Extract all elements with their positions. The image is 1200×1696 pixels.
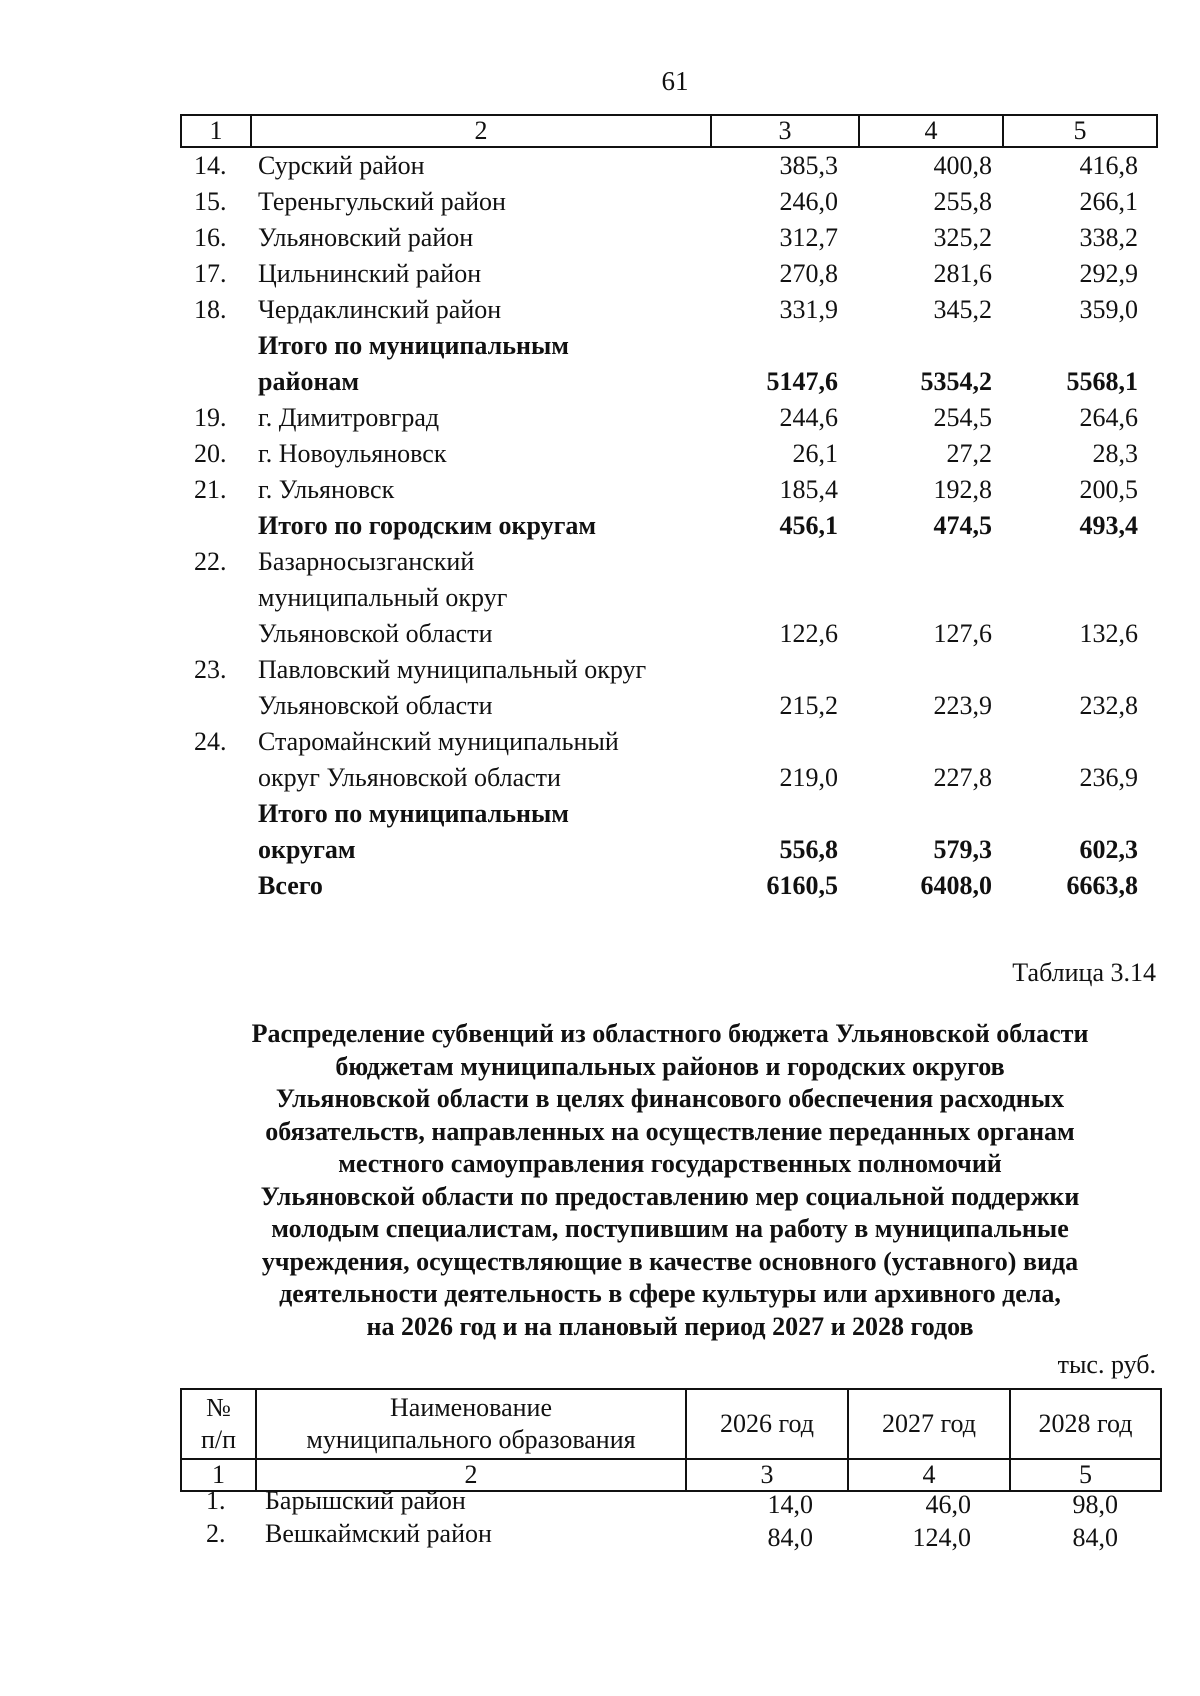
- row-value-2026: 84,0: [767, 1523, 813, 1552]
- row-value-2026: 556,8: [779, 835, 838, 864]
- row-value-2028: 338,2: [1079, 223, 1138, 252]
- row-name-line: Павловский муниципальный округ: [258, 655, 647, 684]
- units-label: тыс. руб.: [1057, 1350, 1156, 1379]
- row-number: 2.: [206, 1519, 226, 1548]
- row-value-2028: 200,5: [1079, 475, 1138, 504]
- row-name: [250, 184, 710, 220]
- total-row: [180, 868, 1158, 904]
- row-value-2027: 27,2: [946, 439, 992, 468]
- row-value-2026: 456,1: [779, 511, 838, 540]
- row-name-line: Ульяновской области: [258, 691, 493, 720]
- table-row: [180, 148, 1158, 184]
- header-number-line2: п/п: [200, 1425, 237, 1454]
- table1-body: [180, 148, 1158, 904]
- row-value-2027: 227,8: [933, 763, 992, 792]
- row-value-2026: 270,8: [779, 259, 838, 288]
- row-value-2028: 493,4: [1079, 511, 1138, 540]
- row-name: [250, 436, 710, 472]
- row-value-2028: 264,6: [1079, 403, 1138, 432]
- row-value-2026: 26,1: [792, 439, 838, 468]
- row-value-2027: 6408,0: [920, 871, 992, 900]
- row-name-line: Ульяновской области: [258, 619, 493, 648]
- header-year-2027: 2027 год: [849, 1390, 1011, 1458]
- row-number: 24.: [194, 727, 227, 756]
- row-name: [250, 220, 710, 256]
- table-row: [180, 652, 1158, 724]
- row-name-line: Старомайнский муниципальный: [258, 727, 619, 756]
- table1-header-col5: 5: [1073, 116, 1087, 145]
- row-name: Вешкаймский район: [265, 1519, 492, 1548]
- index-cell: 4: [849, 1460, 1011, 1490]
- subtotal-row: [180, 328, 1158, 400]
- header-number-line1: №: [206, 1393, 231, 1422]
- row-number: 15.: [194, 187, 227, 216]
- row-value-2028: 236,9: [1079, 763, 1138, 792]
- row-value-2027: 400,8: [933, 151, 992, 180]
- row-number: 20.: [194, 439, 227, 468]
- row-value-2027: 255,8: [933, 187, 992, 216]
- table-row: [180, 436, 1158, 472]
- table2-body: [180, 1488, 1162, 1554]
- row-name: [250, 724, 710, 796]
- row-number: 23.: [194, 655, 227, 684]
- header-number-cell: [182, 1390, 257, 1458]
- table1-header-col1: 1: [182, 116, 252, 146]
- title-line: Ульяновской области по предоставлению мер социальной поддержки: [260, 1181, 1080, 1211]
- row-name-line: г. Димитровград: [258, 403, 440, 432]
- table-row: [180, 1521, 1162, 1554]
- row-value-2026: 312,7: [779, 223, 838, 252]
- table-row: [180, 472, 1158, 508]
- index-cell: 5: [1079, 1460, 1092, 1489]
- row-value-2026: 122,6: [779, 619, 838, 648]
- table-row: [180, 544, 1158, 652]
- row-value-2027: 474,5: [933, 511, 992, 540]
- row-name: [250, 652, 710, 724]
- row-value-2027: 192,8: [933, 475, 992, 504]
- row-name: [250, 472, 710, 508]
- row-number: 21.: [194, 475, 227, 504]
- row-name-line: Сурский район: [258, 151, 425, 180]
- row-value-2027: 46,0: [925, 1490, 971, 1519]
- row-number: 17.: [194, 259, 227, 288]
- table1-header-col4: 4: [860, 116, 1004, 146]
- row-value-2028: 232,8: [1079, 691, 1138, 720]
- table1-header-col3: 3: [712, 116, 860, 146]
- row-name-line: районам: [258, 367, 360, 396]
- row-value-2028: 28,3: [1092, 439, 1138, 468]
- row-name: [250, 796, 710, 868]
- row-value-2028: 416,8: [1079, 151, 1138, 180]
- row-value-2027: 124,0: [912, 1523, 971, 1552]
- row-name: [250, 868, 710, 904]
- title-line: обязательств, направленных на осуществление переданных органам: [265, 1116, 1075, 1146]
- row-name-line: округ Ульяновской области: [258, 763, 561, 792]
- row-name-line: г. Ульяновск: [258, 475, 395, 504]
- row-value-2028: 359,0: [1079, 295, 1138, 324]
- row-name-line: Итого по городским округам: [258, 511, 597, 540]
- row-name: [250, 148, 710, 184]
- header-name-line1: Наименование: [390, 1393, 552, 1422]
- row-value-2028: 6663,8: [1066, 871, 1138, 900]
- row-name-line: Итого по муниципальным: [258, 331, 569, 360]
- row-name: Барышский район: [265, 1486, 466, 1515]
- table1-header-col2: 2: [252, 116, 712, 146]
- page-number: 61: [661, 66, 689, 96]
- row-value-2028: 266,1: [1079, 187, 1138, 216]
- table-label: Таблица 3.14: [1012, 958, 1156, 987]
- row-value-2027: 345,2: [933, 295, 992, 324]
- row-name: [250, 292, 710, 328]
- row-value-2026: 244,6: [779, 403, 838, 432]
- row-value-2028: 5568,1: [1066, 367, 1138, 396]
- row-number: 22.: [194, 547, 227, 576]
- row-name-line: г. Новоульяновск: [258, 439, 447, 468]
- row-value-2026: 185,4: [779, 475, 838, 504]
- row-value-2028: 602,3: [1079, 835, 1138, 864]
- row-value-2027: 5354,2: [920, 367, 992, 396]
- row-number: 1.: [206, 1486, 226, 1515]
- header-name-cell: [257, 1390, 687, 1458]
- row-name: [250, 508, 710, 544]
- title-line: учреждения, осуществляющие в качестве основного (уставного) вида: [261, 1246, 1079, 1276]
- title-line: молодым специалистам, поступившим на работу в муниципальные: [271, 1214, 1069, 1243]
- row-number: [180, 508, 250, 544]
- row-name-line: Ульяновский район: [258, 223, 474, 252]
- document-title: [190, 1018, 1150, 1343]
- row-value-2028: 98,0: [1072, 1490, 1118, 1519]
- row-value-2026: 219,0: [779, 763, 838, 792]
- index-cell: 2: [257, 1460, 687, 1490]
- table-row: [180, 400, 1158, 436]
- table2-header-row: [182, 1390, 1160, 1460]
- row-name-line: муниципальный округ: [258, 583, 508, 612]
- row-name-line: округам: [258, 835, 356, 864]
- row-value-2026: 331,9: [779, 295, 838, 324]
- header-name-line2: муниципального образования: [306, 1425, 636, 1454]
- row-value-2026: 5147,6: [766, 367, 838, 396]
- table-row: [180, 724, 1158, 796]
- row-value-2028: 84,0: [1072, 1523, 1118, 1552]
- table-row: [180, 220, 1158, 256]
- row-name-line: Итого по муниципальным: [258, 799, 569, 828]
- row-number: 18.: [194, 295, 227, 324]
- row-number: [180, 796, 250, 868]
- row-value-2028: 292,9: [1079, 259, 1138, 288]
- row-value-2027: 127,6: [933, 619, 992, 648]
- row-number: [180, 328, 250, 400]
- title-line: Ульяновской области в целях финансового обеспечения расходных: [275, 1084, 1065, 1113]
- title-line: деятельности деятельность в сфере культуры или архивного дела,: [279, 1279, 1061, 1308]
- table-row: [180, 256, 1158, 292]
- row-value-2026: 14,0: [767, 1490, 813, 1519]
- row-number: [180, 868, 250, 904]
- title-line: бюджетам муниципальных районов и городских округов: [335, 1051, 1005, 1081]
- row-value-2026: 385,3: [779, 151, 838, 180]
- table2-header: [180, 1388, 1162, 1492]
- subtotal-row: [180, 796, 1158, 868]
- row-name: [250, 256, 710, 292]
- row-value-2027: 281,6: [933, 259, 992, 288]
- row-name: [250, 400, 710, 436]
- row-value-2026: 6160,5: [766, 871, 838, 900]
- row-name-line: Тереньгульский район: [258, 187, 506, 216]
- row-value-2027: 325,2: [933, 223, 992, 252]
- row-name: [250, 544, 710, 652]
- row-name-line: Чердаклинский район: [258, 295, 502, 324]
- row-value-2026: 246,0: [779, 187, 838, 216]
- row-name-line: Цильнинский район: [258, 259, 482, 288]
- header-year-2026: 2026 год: [687, 1390, 849, 1458]
- row-name-line: Базарносызганский: [258, 547, 475, 576]
- row-number: 16.: [194, 223, 227, 252]
- table-row: [180, 292, 1158, 328]
- row-value-2027: 254,5: [933, 403, 992, 432]
- index-cell: 1: [182, 1460, 257, 1490]
- title-line: местного самоуправления государственных полномочий: [338, 1149, 1002, 1178]
- table-row: [180, 184, 1158, 220]
- row-value-2027: 579,3: [933, 835, 992, 864]
- row-number: 19.: [194, 403, 227, 432]
- row-value-2027: 223,9: [933, 691, 992, 720]
- row-name-line: Всего: [258, 871, 323, 900]
- table-row: [180, 1488, 1162, 1521]
- index-cell: 3: [687, 1460, 849, 1490]
- title-line: на 2026 год и на плановый период 2027 и 2028 годов: [366, 1311, 974, 1341]
- subtotal-row: [180, 508, 1158, 544]
- title-line: Распределение субвенций из областного бюджета Ульяновской области: [251, 1019, 1089, 1048]
- header-year-2028: 2028 год: [1038, 1409, 1133, 1438]
- row-value-2028: 132,6: [1079, 619, 1138, 648]
- row-value-2026: 215,2: [779, 691, 838, 720]
- row-name: [250, 328, 710, 400]
- row-number: 14.: [194, 151, 227, 180]
- table1-header: [180, 114, 1158, 148]
